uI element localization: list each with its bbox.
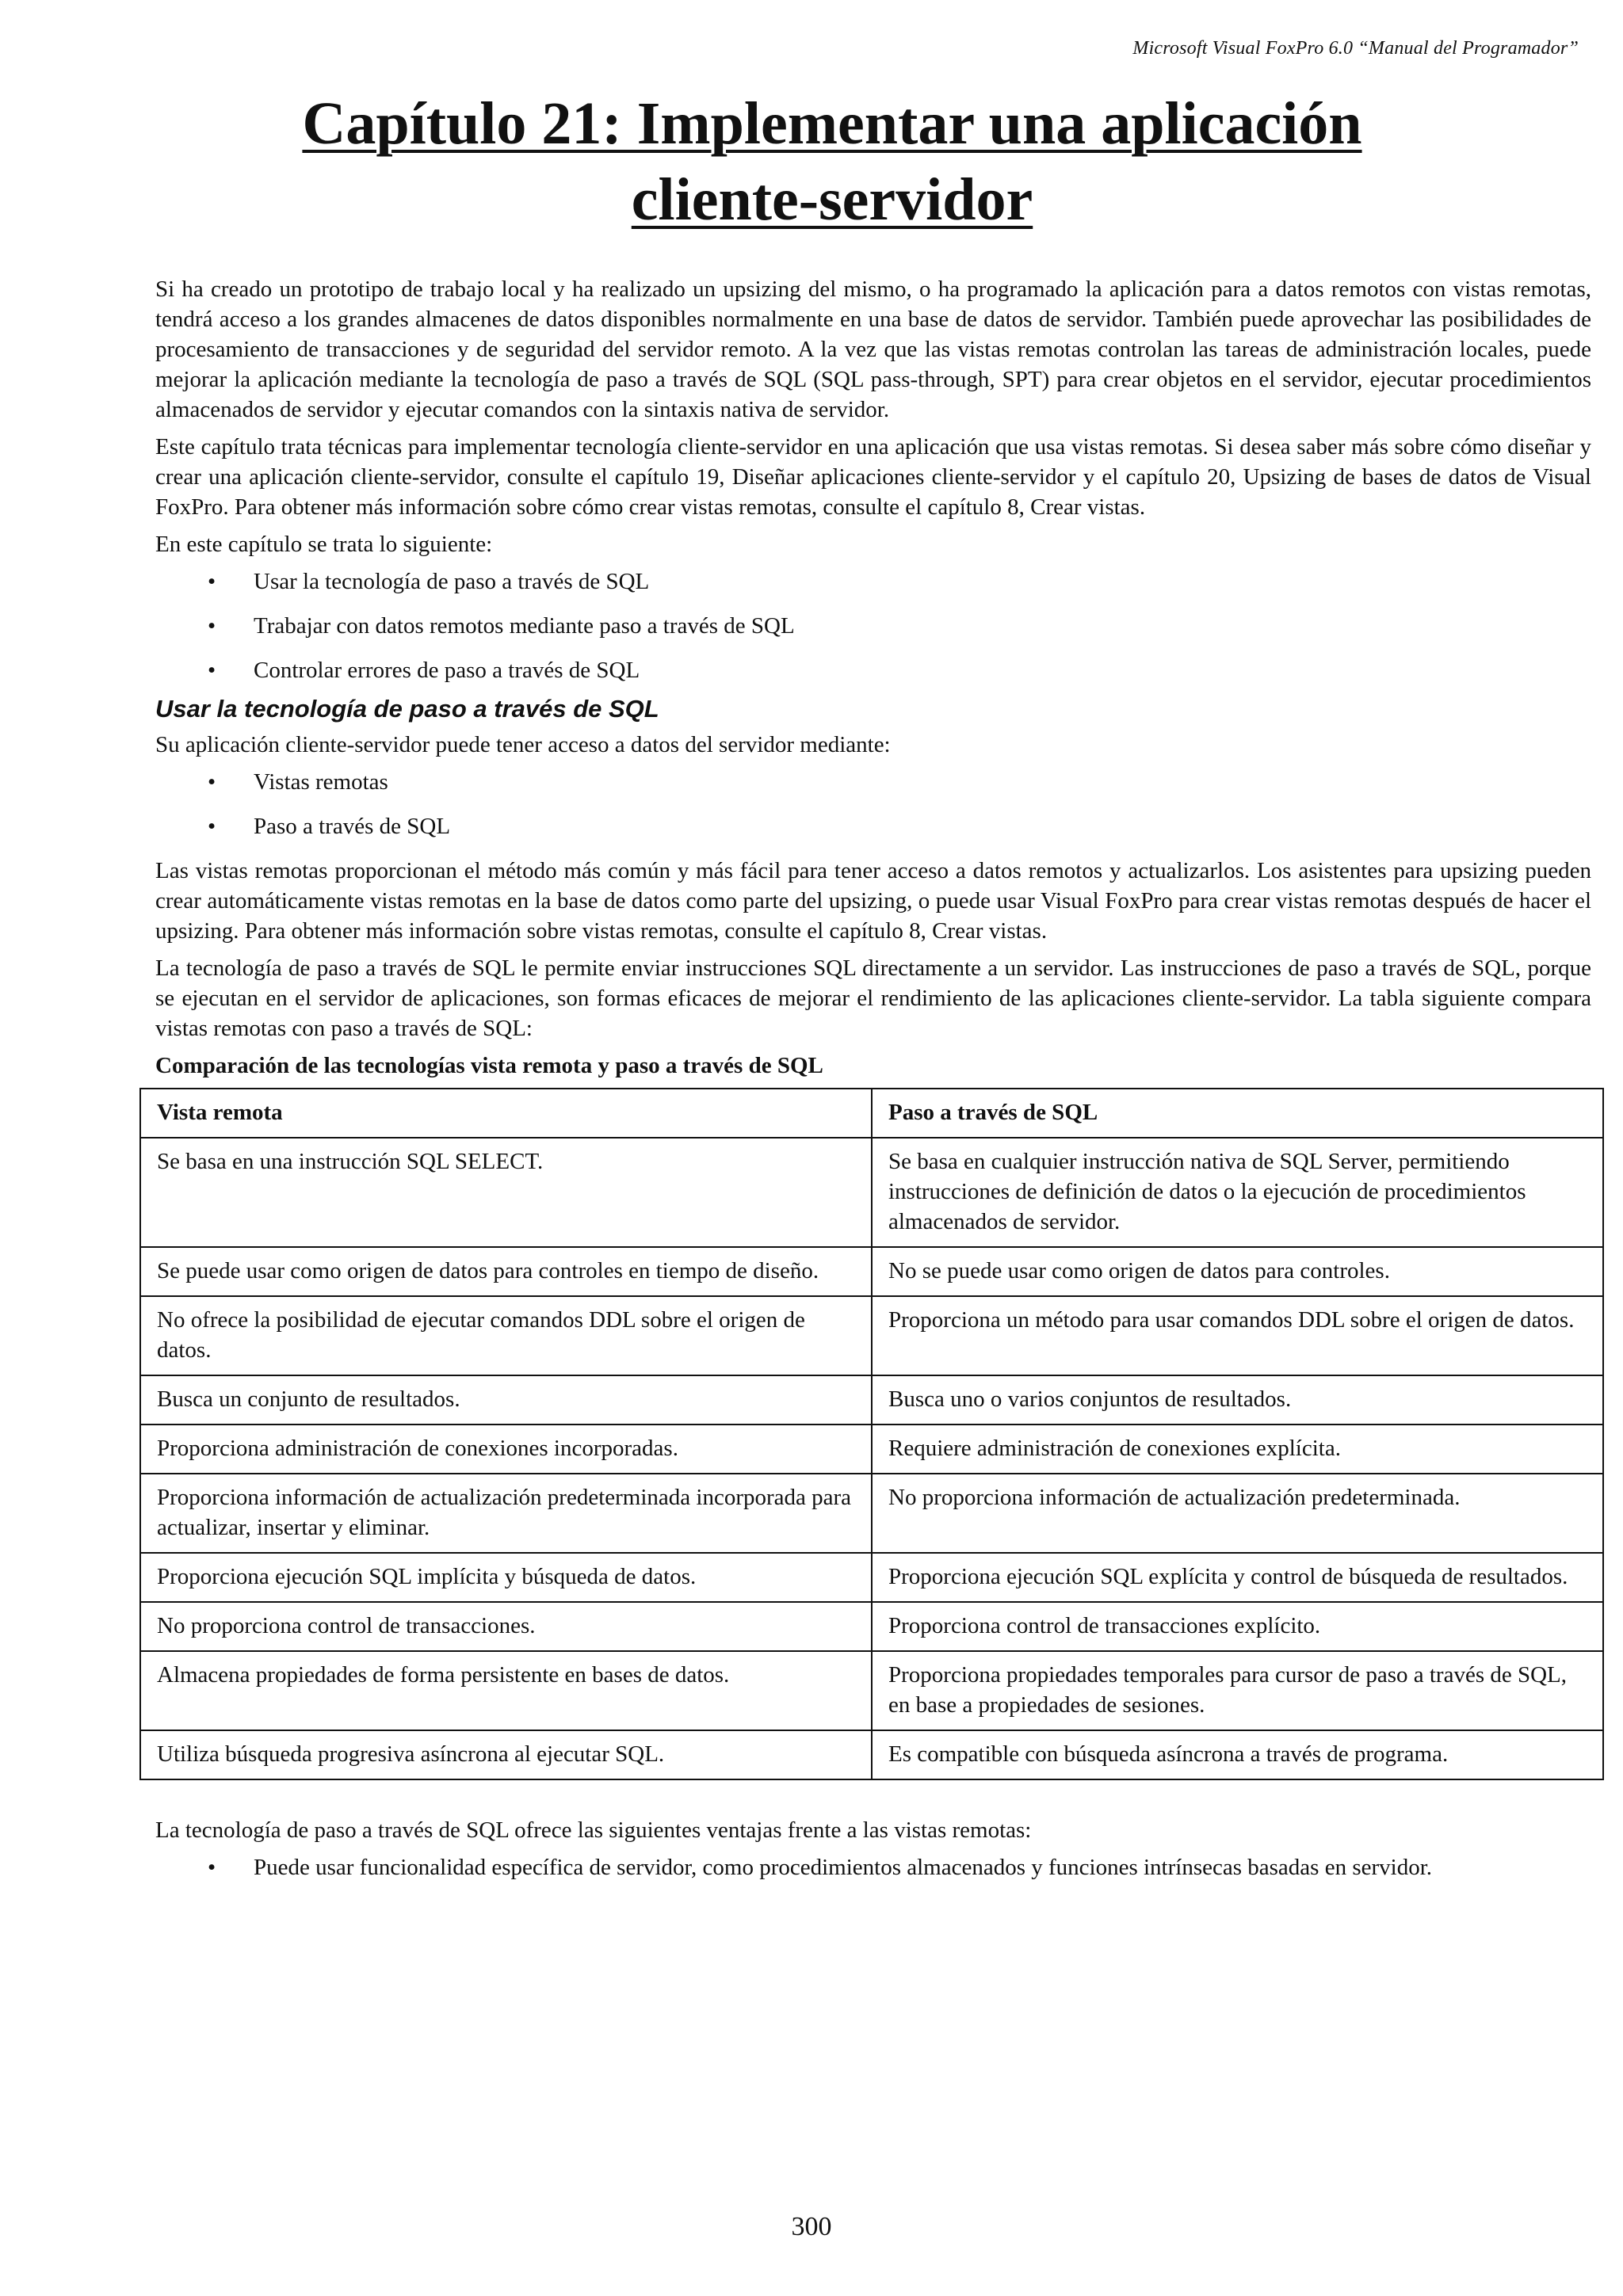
table-cell: Se basa en una instrucción SQL SELECT.: [140, 1138, 872, 1247]
table-row: [140, 1375, 1603, 1425]
running-header: Microsoft Visual FoxPro 6.0 “Manual del Programador”: [1132, 38, 1579, 59]
section-paragraph-3: La tecnología de paso a través de SQL le permite enviar instrucciones SQL directamente a un servidor. Las instrucciones de paso a través de SQL, porque se ejecutan en el servidor de aplicaciones, son formas eficaces de mejorar el rendimiento de las aplicaciones cliente-servidor. La tabla siguiente compara vistas remotas con paso a través de SQL:: [155, 955, 1591, 1041]
table-cell: Proporciona control de transacciones explícito.: [872, 1602, 1603, 1651]
column-header-remote-view: Vista remota: [140, 1089, 872, 1138]
list-item: • Trabajar con datos remotos mediante paso a través de SQL: [155, 611, 1591, 641]
section-paragraph-2: Las vistas remotas proporcionan el método más común y más fácil para tener acceso a datos remotos y actualizarlos. Los asistentes para upsizing pueden crear automáticamente vistas remotas en la base de datos como parte del upsizing, o puede usar Visual FoxPro para crear vistas remotas después de hacer el upsizing. Para obtener más información sobre vistas remotas, consulte el capítulo 8, Crear vistas.: [155, 858, 1591, 944]
table-header-row: [140, 1089, 1603, 1138]
list-item: • Puede usar funcionalidad específica de servidor, como procedimientos almacenados y funciones intrínsecas basadas en servidor.: [155, 1852, 1591, 1882]
table-row: [140, 1425, 1603, 1474]
table-cell: Se puede usar como origen de datos para controles en tiempo de diseño.: [140, 1247, 872, 1296]
table-cell: Proporciona administración de conexiones incorporadas.: [140, 1425, 872, 1474]
table-cell: Proporciona un método para usar comandos DDL sobre el origen de datos.: [872, 1296, 1603, 1375]
section-paragraph-4: La tecnología de paso a través de SQL ofrece las siguientes ventajas frente a las vistas remotas:: [155, 1817, 1032, 1843]
section-paragraph-1: Su aplicación cliente-servidor puede tener acceso a datos del servidor mediante:: [155, 732, 891, 757]
table-cell: Es compatible con búsqueda asíncrona a través de programa.: [872, 1730, 1603, 1779]
table-cell: Utiliza búsqueda progresiva asíncrona al ejecutar SQL.: [140, 1730, 872, 1779]
table-cell: Almacena propiedades de forma persistente en bases de datos.: [140, 1651, 872, 1730]
table-cell: Se basa en cualquier instrucción nativa de SQL Server, permitiendo instrucciones de definición de datos o la ejecución de procedimientos almacenados de servidor.: [872, 1138, 1603, 1247]
intro-paragraph-1: Si ha creado un prototipo de trabajo local y ha realizado un upsizing del mismo, o ha programado la aplicación para a datos remotos con vistas remotas, tendrá acceso a los grandes almacenes de datos disponibles normalmente en una base de datos de servidor. También puede aprovechar las posibilidades de procesamiento de transacciones y de seguridad del servidor remoto. A la vez que las vistas remotas controlan las tareas de administración locales, puede mejorar la aplicación mediante la tecnología de paso a través de SQL (SQL pass-through, SPT) para crear objetos en el servidor, ejecutar procedimientos almacenados de servidor y ejecutar comandos con la sintaxis nativa de servidor.: [155, 277, 1591, 422]
table-caption: Comparación de las tecnologías vista remota y paso a través de SQL: [155, 1053, 823, 1078]
chapter-topics-list: [155, 566, 1591, 685]
bullet-icon: •: [208, 1855, 216, 1880]
table-row: [140, 1651, 1603, 1730]
list-item: • Vistas remotas: [155, 767, 1591, 797]
list-item: • Usar la tecnología de paso a través de SQL: [155, 566, 1591, 597]
chapter-title: [158, 86, 1506, 238]
table-row: [140, 1138, 1603, 1247]
bullet-icon: •: [208, 814, 216, 839]
list-item: • Paso a través de SQL: [155, 811, 1591, 841]
table-row: [140, 1730, 1603, 1779]
table-cell: Proporciona ejecución SQL explícita y control de búsqueda de resultados.: [872, 1553, 1603, 1602]
comparison-table: [139, 1088, 1604, 1780]
table-cell: Proporciona propiedades temporales para cursor de paso a través de SQL, en base a propiedades de sesiones.: [872, 1651, 1603, 1730]
table-cell: No proporciona información de actualización predeterminada.: [872, 1474, 1603, 1553]
access-methods-list: [155, 767, 1591, 841]
intro-paragraph-2: Este capítulo trata técnicas para implementar tecnología cliente-servidor en una aplicación que usa vistas remotas. Si desea saber más sobre cómo diseñar y crear una aplicación cliente-servidor, consulte el capítulo 19, Diseñar aplicaciones cliente-servidor y el capítulo 20, Upsizing de bases de datos de Visual FoxPro. Para obtener más información sobre cómo crear vistas remotas, consulte el capítulo 8, Crear vistas.: [155, 434, 1591, 520]
bullet-icon: •: [208, 658, 216, 683]
table-cell: No proporciona control de transacciones.: [140, 1602, 872, 1651]
chapter-title-line-1: Capítulo 21: Implementar una aplicación: [302, 90, 1362, 157]
intro-paragraph-3: En este capítulo se trata lo siguiente:: [155, 532, 493, 557]
body-content: [155, 274, 1591, 1897]
bullet-icon: •: [208, 569, 216, 594]
table-row: [140, 1602, 1603, 1651]
page-number: 300: [791, 2212, 832, 2241]
table-cell: No se puede usar como origen de datos para controles.: [872, 1247, 1603, 1296]
table-row: [140, 1296, 1603, 1375]
table-cell: Proporciona ejecución SQL implícita y búsqueda de datos.: [140, 1553, 872, 1602]
table-row: [140, 1553, 1603, 1602]
table-cell: Busca uno o varios conjuntos de resultados.: [872, 1375, 1603, 1425]
section-heading: Usar la tecnología de paso a través de SQL: [155, 695, 659, 723]
column-header-sql-pass-through: Paso a través de SQL: [872, 1089, 1603, 1138]
table-cell: Busca un conjunto de resultados.: [140, 1375, 872, 1425]
table-row: [140, 1474, 1603, 1553]
advantages-list: [155, 1852, 1591, 1882]
table-cell: Requiere administración de conexiones explícita.: [872, 1425, 1603, 1474]
bullet-icon: •: [208, 769, 216, 795]
chapter-title-line-2: cliente-servidor: [631, 166, 1033, 233]
table-cell: No ofrece la posibilidad de ejecutar comandos DDL sobre el origen de datos.: [140, 1296, 872, 1375]
bullet-icon: •: [208, 613, 216, 639]
list-item: • Controlar errores de paso a través de SQL: [155, 655, 1591, 685]
table-cell: Proporciona información de actualización predeterminada incorporada para actualizar, insertar y eliminar.: [140, 1474, 872, 1553]
table-row: [140, 1247, 1603, 1296]
